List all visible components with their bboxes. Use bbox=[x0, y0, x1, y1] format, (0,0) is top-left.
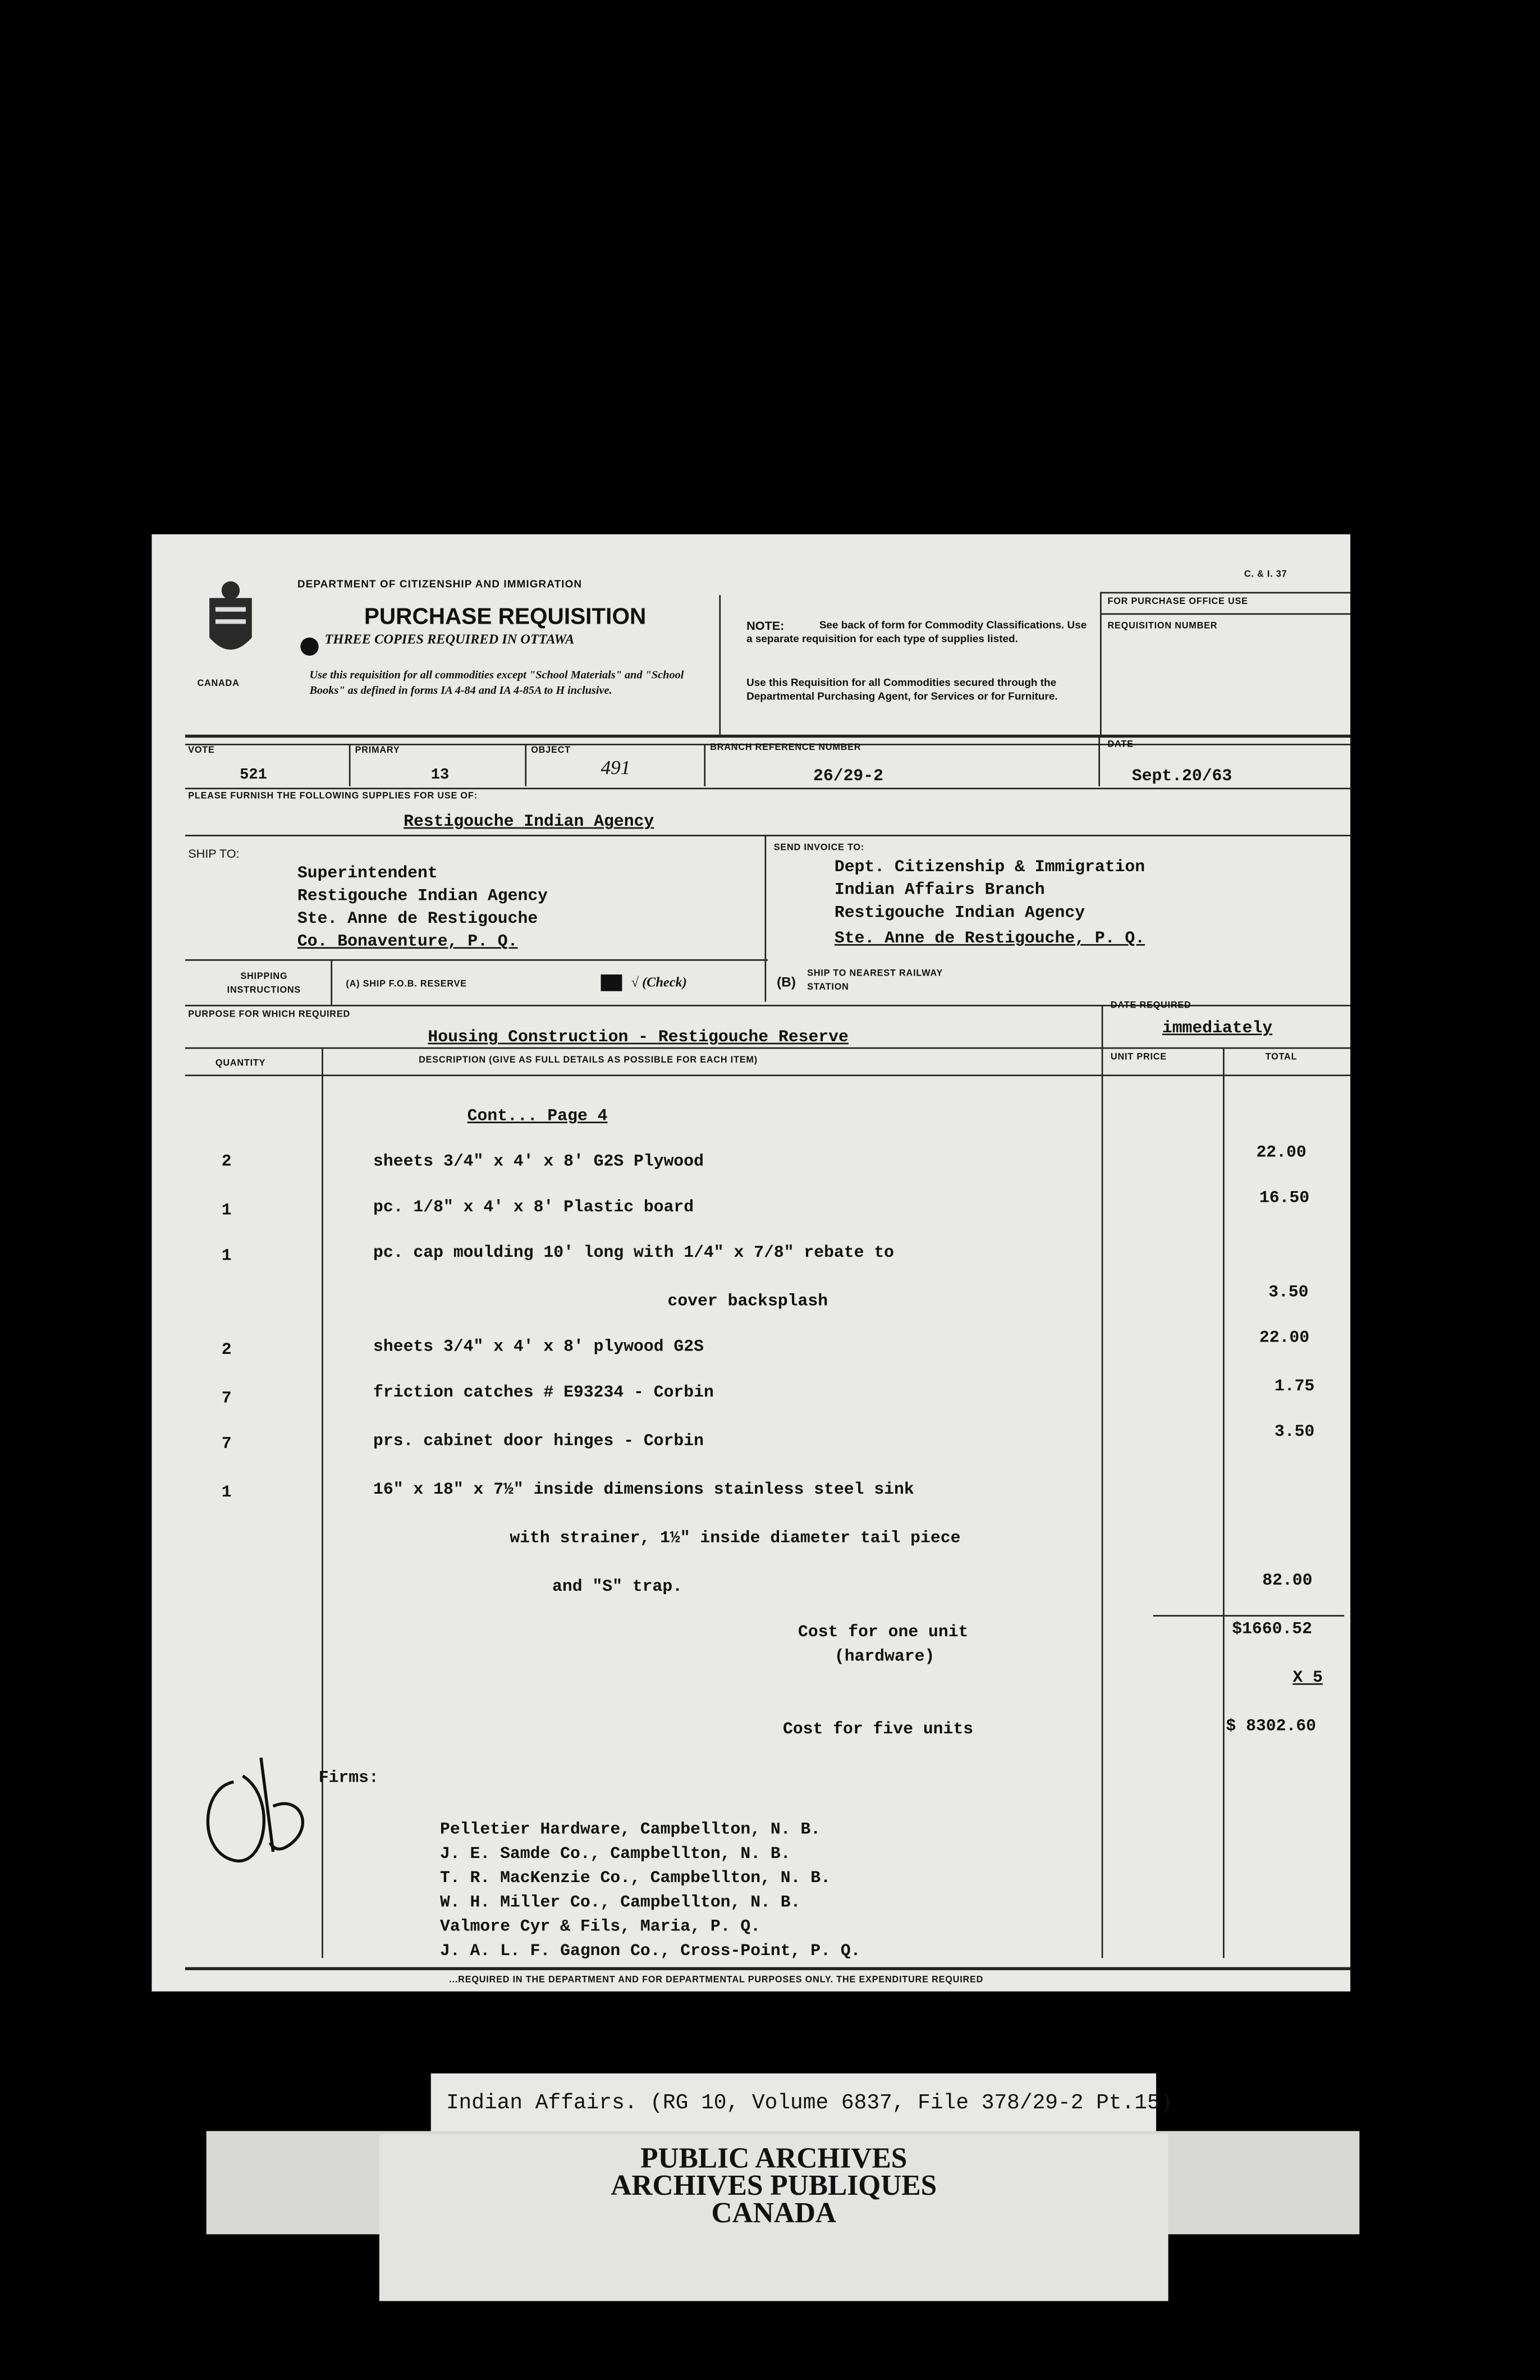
ship-to-line: Ste. Anne de Restigouche bbox=[297, 910, 538, 929]
row-qty: 7 bbox=[221, 1436, 232, 1454]
branch-reference-label: BRANCH REFERENCE NUMBER bbox=[710, 743, 861, 753]
continued-note: Cont... Page 4 bbox=[467, 1107, 608, 1127]
row-desc: friction catches # E93234 - Corbin bbox=[373, 1384, 714, 1403]
checkbox-checked-icon[interactable] bbox=[601, 974, 622, 991]
date-required-label: DATE REQUIRED bbox=[1110, 1001, 1191, 1011]
cost-five-label: Cost for five units bbox=[782, 1721, 974, 1740]
row-qty: 7 bbox=[221, 1390, 232, 1409]
invoice-to-line: Ste. Anne de Restigouche, P. Q. bbox=[834, 930, 1145, 949]
multiplier: X 5 bbox=[1292, 1669, 1323, 1688]
firm-item: Pelletier Hardware, Campbellton, N. B. bbox=[440, 1821, 821, 1840]
col-quantity: QUANTITY bbox=[215, 1059, 266, 1069]
row-total: 16.50 bbox=[1259, 1189, 1310, 1209]
row-desc: sheets 3/4" x 4' x 8' G2S Plywood bbox=[373, 1154, 704, 1172]
row-desc: 16" x 18" x 7½" inside dimensions stainless steel sink bbox=[373, 1481, 914, 1500]
col-total: TOTAL bbox=[1265, 1053, 1298, 1063]
object-value: 491 bbox=[601, 756, 631, 779]
handwritten-mark-icon bbox=[188, 1736, 324, 1873]
ship-to-line: Superintendent bbox=[297, 865, 438, 884]
firm-item: Valmore Cyr & Fils, Maria, P. Q. bbox=[440, 1918, 761, 1937]
date-value: Sept.20/63 bbox=[1131, 768, 1232, 786]
usage-note: Use this requisition for all commodities except "School Materials" and "School Books" as defined in forms IA 4-84 and IA 4-85A to H inclusive. bbox=[309, 667, 684, 697]
primary-value: 13 bbox=[430, 768, 450, 785]
purpose-value: Housing Construction - Restigouche Reserve bbox=[428, 1029, 849, 1047]
form-title: PURCHASE REQUISITION bbox=[364, 604, 647, 630]
row-desc: pc. cap moulding 10' long with 1/4" x 7/8" rebate to bbox=[373, 1244, 895, 1263]
shipping-instructions-label: SHIPPING INSTRUCTIONS bbox=[227, 973, 301, 996]
invoice-to-label: SEND INVOICE TO: bbox=[773, 844, 865, 853]
row-total: 1.75 bbox=[1274, 1378, 1315, 1397]
row-total: 82.00 bbox=[1262, 1572, 1313, 1591]
row-desc: with strainer, 1½" inside diameter tail piece bbox=[510, 1530, 961, 1549]
note-text-2: Use this Requisition for all Commodities secured through the Departmental Purchasing Agent, for Services or for Furniture. bbox=[746, 678, 1058, 703]
vote-value: 521 bbox=[240, 768, 267, 785]
railway-option: SHIP TO NEAREST RAILWAY STATION bbox=[807, 969, 943, 993]
firm-item: W. H. Miller Co., Campbellton, N. B. bbox=[440, 1894, 801, 1913]
row-qty: 2 bbox=[221, 1154, 232, 1172]
archive-line-2: ARCHIVES PUBLIQUES bbox=[611, 2170, 937, 2203]
cost-one-sublabel: (hardware) bbox=[834, 1648, 935, 1667]
purpose-label: PURPOSE FOR WHICH REQUIRED bbox=[188, 1010, 350, 1020]
col-unit-price: UNIT PRICE bbox=[1110, 1053, 1167, 1063]
branch-reference-value: 26/29-2 bbox=[813, 768, 883, 786]
archive-reference: Indian Affairs. (RG 10, Volume 6837, File 378/29-2 Pt.15) bbox=[446, 2091, 1173, 2116]
row-total: 22.00 bbox=[1259, 1329, 1310, 1348]
firm-item: J. E. Samde Co., Campbellton, N. B. bbox=[440, 1846, 791, 1864]
ship-to-line: Restigouche Indian Agency bbox=[297, 887, 548, 907]
object-label: OBJECT bbox=[531, 747, 571, 756]
note-label: NOTE: bbox=[746, 619, 785, 633]
archive-line-1: PUBLIC ARCHIVES bbox=[640, 2143, 907, 2175]
department-name: DEPARTMENT OF CITIZENSHIP AND IMMIGRATION bbox=[297, 579, 583, 591]
invoice-to-line: Indian Affairs Branch bbox=[834, 882, 1045, 900]
cost-one-value: $1660.52 bbox=[1232, 1621, 1312, 1640]
option-b-label: (B) bbox=[777, 974, 796, 990]
use-of-value: Restigouche Indian Agency bbox=[404, 813, 654, 832]
use-of-label: PLEASE FURNISH THE FOLLOWING SUPPLIES FOR USE OF: bbox=[188, 792, 478, 802]
form-code: C. & I. 37 bbox=[1244, 570, 1287, 580]
note-text: See back of form for Commodity Classifications. Use a separate requisition for each type of supplies listed. bbox=[746, 620, 1087, 646]
bullet-icon bbox=[300, 638, 318, 656]
row-qty: 1 bbox=[221, 1247, 232, 1266]
coat-of-arms-icon bbox=[197, 580, 264, 671]
date-label: DATE bbox=[1107, 740, 1134, 750]
row-qty: 2 bbox=[221, 1342, 232, 1360]
row-total: 22.00 bbox=[1256, 1144, 1307, 1163]
country-label: CANADA bbox=[197, 680, 240, 689]
copies-note: THREE COPIES REQUIRED IN OTTAWA bbox=[324, 631, 575, 647]
row-qty: 1 bbox=[221, 1484, 232, 1503]
row-total: 3.50 bbox=[1274, 1424, 1315, 1442]
invoice-to-line: Dept. Citizenship & Immigration bbox=[834, 859, 1145, 877]
row-desc: sheets 3/4" x 4' x 8' plywood G2S bbox=[373, 1338, 704, 1357]
requisition-number-label: REQUISITION NUMBER bbox=[1107, 622, 1218, 631]
col-description: DESCRIPTION (GIVE AS FULL DETAILS AS POSSIBLE FOR EACH ITEM) bbox=[419, 1056, 758, 1066]
firm-item: T. R. MacKenzie Co., Campbellton, N. B. bbox=[440, 1870, 831, 1888]
date-required-value: immediately bbox=[1162, 1020, 1273, 1038]
ship-to-label: SHIP TO: bbox=[188, 846, 240, 861]
row-desc: cover backsplash bbox=[667, 1293, 828, 1312]
row-desc: pc. 1/8" x 4' x 8' Plastic board bbox=[373, 1199, 694, 1218]
requisition-form bbox=[152, 534, 1350, 1992]
check-mark: √ (Check) bbox=[631, 974, 687, 990]
vote-label: VOTE bbox=[188, 747, 215, 756]
row-qty: 1 bbox=[221, 1202, 232, 1221]
row-total: 3.50 bbox=[1268, 1284, 1309, 1303]
purchase-office-use: FOR PURCHASE OFFICE USE bbox=[1107, 598, 1248, 607]
row-desc: prs. cabinet door hinges - Corbin bbox=[373, 1432, 704, 1452]
row-desc: and "S" trap. bbox=[552, 1578, 683, 1597]
footer-text: ...REQUIRED IN THE DEPARTMENT AND FOR DEPARTMENTAL PURPOSES ONLY. THE EXPENDITURE REQUIRED bbox=[449, 1976, 984, 1985]
archive-line-3: CANADA bbox=[711, 2198, 837, 2230]
ship-fob-option: (A) SHIP F.O.B. RESERVE bbox=[346, 980, 467, 990]
cost-one-label: Cost for one unit bbox=[798, 1624, 969, 1642]
primary-label: PRIMARY bbox=[355, 747, 400, 756]
ship-to-line: Co. Bonaventure, P. Q. bbox=[297, 933, 518, 952]
invoice-to-line: Restigouche Indian Agency bbox=[834, 904, 1085, 923]
firms-label: Firms: bbox=[318, 1769, 379, 1788]
cost-five-value: $ 8302.60 bbox=[1226, 1718, 1317, 1737]
firm-item: J. A. L. F. Gagnon Co., Cross-Point, P. Q. bbox=[440, 1943, 861, 1961]
